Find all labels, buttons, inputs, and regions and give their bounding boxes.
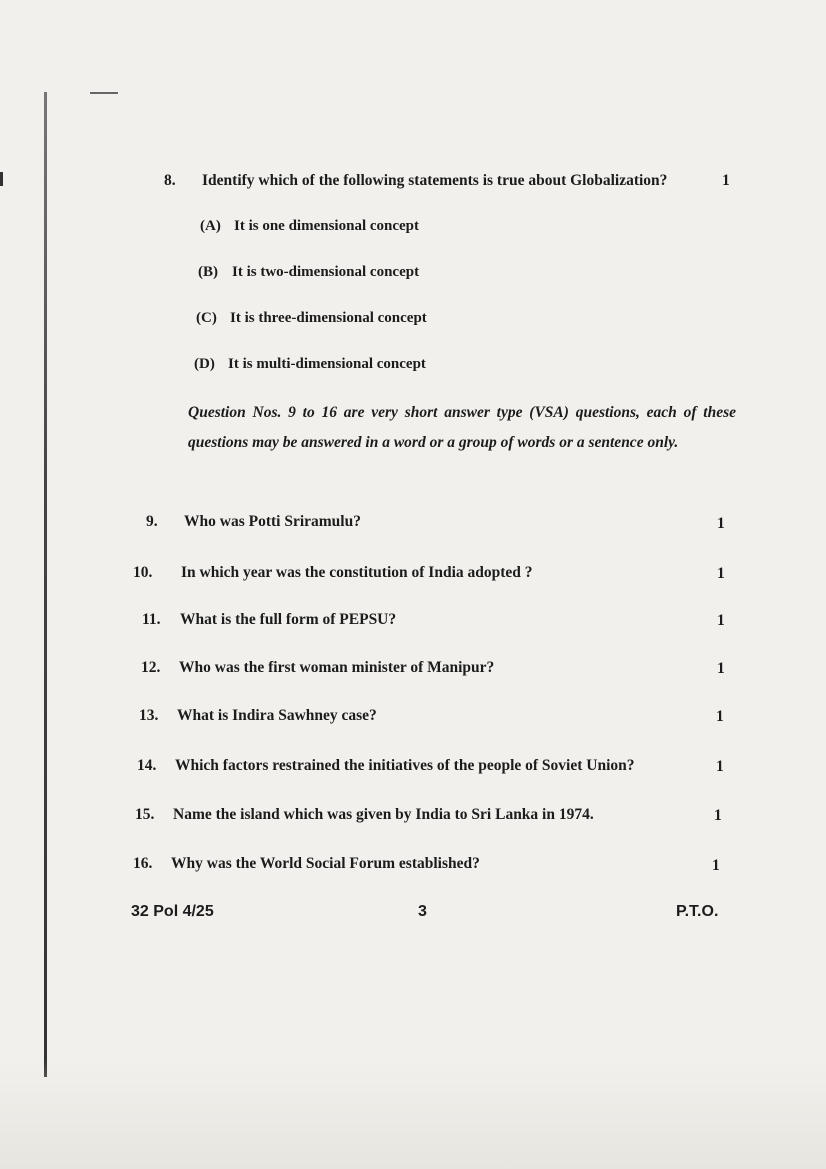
question-text: Who was Potti Sriramulu? (184, 513, 361, 530)
option-d (194, 356, 426, 373)
margin-mark (0, 172, 3, 186)
question-16-marks: 1 (712, 857, 720, 874)
option-c (196, 310, 427, 327)
question-text: Which factors restrained the initiatives of the people of Soviet Union? (175, 757, 635, 774)
question-15-marks: 1 (714, 807, 722, 824)
question-text: Name the island which was given by India to Sri Lanka in 1974. (173, 806, 594, 823)
option-label: (A) (200, 218, 221, 234)
question-number: 10. (133, 564, 153, 581)
question-number: 16. (133, 855, 153, 872)
question-text: Who was the first woman minister of Manipur? (179, 659, 495, 676)
pto-label: P.T.O. (676, 903, 719, 920)
question-8-marks: 1 (722, 172, 730, 189)
question-13-marks: 1 (716, 708, 724, 725)
question-text: What is Indira Sawhney case? (177, 707, 377, 724)
page-edge (44, 92, 47, 1077)
option-text: It is one dimensional concept (234, 218, 420, 234)
option-label: (C) (196, 310, 217, 326)
question-number: 11. (142, 611, 161, 628)
question-text: Identify which of the following statements is true about Globalization? (202, 172, 668, 189)
question-number: 12. (141, 659, 161, 676)
section-instructions: Question Nos. 9 to 16 are very short answer type (VSA) questions, each of these questions may be answered in a word or a group of words or a sentence only. (188, 404, 736, 451)
question-11-marks: 1 (717, 612, 725, 629)
question-text: In which year was the constitution of India adopted ? (181, 564, 533, 581)
option-b (198, 264, 419, 281)
question-text: Why was the World Social Forum established? (171, 855, 480, 872)
paper-code: 32 Pol 4/25 (131, 903, 214, 920)
question-number: 15. (135, 806, 155, 823)
page-top-edge (90, 92, 118, 94)
option-label: (D) (194, 356, 215, 372)
question-14-marks: 1 (716, 758, 724, 775)
question-10-marks: 1 (717, 565, 725, 582)
question-number: 14. (137, 757, 157, 774)
question-number: 8. (164, 172, 176, 189)
page-shadow (0, 1059, 826, 1169)
question-12-marks: 1 (717, 660, 725, 677)
option-label: (B) (198, 264, 218, 280)
question-9-marks: 1 (717, 515, 725, 532)
question-text: What is the full form of PEPSU? (180, 611, 397, 628)
option-a (200, 218, 419, 235)
option-text: It is two-dimensional concept (232, 264, 420, 280)
option-text: It is multi-dimensional concept (228, 356, 426, 372)
page-number: 3 (418, 903, 427, 920)
question-number: 13. (139, 707, 159, 724)
option-text: It is three-dimensional concept (230, 310, 427, 326)
question-number: 9. (146, 513, 158, 530)
